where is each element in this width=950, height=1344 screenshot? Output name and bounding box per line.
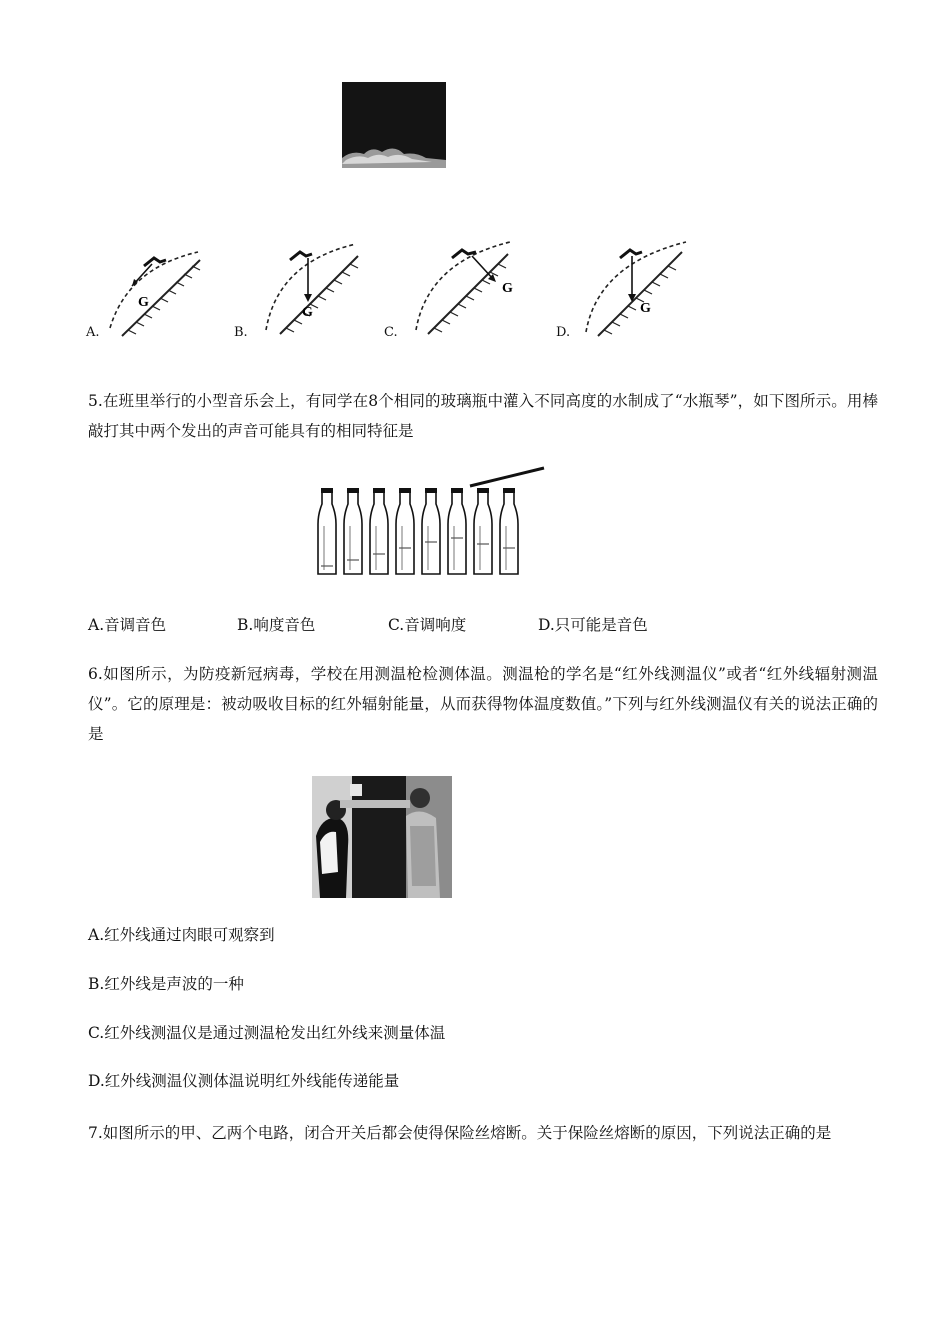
force-label-a: G: [138, 295, 149, 310]
q5-option-d[interactable]: D.只可能是音色: [538, 616, 648, 634]
thermometer-photo: [312, 776, 452, 898]
q5-option-a[interactable]: A.音调音色: [88, 616, 167, 634]
q4-option-b-label: B.: [234, 325, 248, 340]
q6-option-d[interactable]: D.红外线测温仪测体温说明红外线能传递能量: [88, 1072, 400, 1090]
force-label-b: G: [302, 305, 313, 320]
q4-figure-d: [582, 238, 694, 340]
q6-option-b[interactable]: B.红外线是声波的一种: [88, 975, 244, 993]
q4-option-d-label: D.: [556, 325, 571, 340]
q6-option-a[interactable]: A.红外线通过肉眼可观察到: [88, 926, 275, 944]
ski-photo: [342, 82, 446, 168]
q5-question: 5.在班里举行的小型音乐会上，有同学在8个相同的玻璃瓶中灌入不同高度的水制成了“水瓶琴”，如下图所示。用棒敲打其中两个发出的声音可能具有的相同特征是: [88, 392, 878, 440]
q5-option-b[interactable]: B.响度音色: [237, 616, 316, 634]
q4-figure-b: [256, 238, 366, 338]
q4-figure-a: [100, 248, 210, 340]
q4-option-a-label: A.: [86, 325, 100, 340]
q7-question: 7.如图所示的甲、乙两个电路，闭合开关后都会使得保险丝熔断。关于保险丝熔断的原因，下列说法正确的是: [88, 1124, 832, 1142]
q5-option-c[interactable]: C.音调响度: [388, 616, 467, 634]
q6-question: 6.如图所示，为防疫新冠病毒，学校在用测温枪检测体温。测温枪的学名是“红外线测温仪”或者“红外线辐射测温仪”。它的原理是：被动吸收目标的红外辐射能量，从而获得物体温度数值。”下列与红外线测温仪有关的说法正确的是: [88, 665, 878, 743]
q4-figure-c: [410, 238, 530, 338]
water-bottle-figure: [312, 462, 550, 582]
q4-option-c-label: C.: [384, 325, 398, 340]
q6-option-c[interactable]: C.红外线测温仪是通过测温枪发出红外线来测量体温: [88, 1024, 446, 1042]
force-label-c: G: [502, 281, 513, 296]
force-label-d: G: [640, 301, 651, 316]
